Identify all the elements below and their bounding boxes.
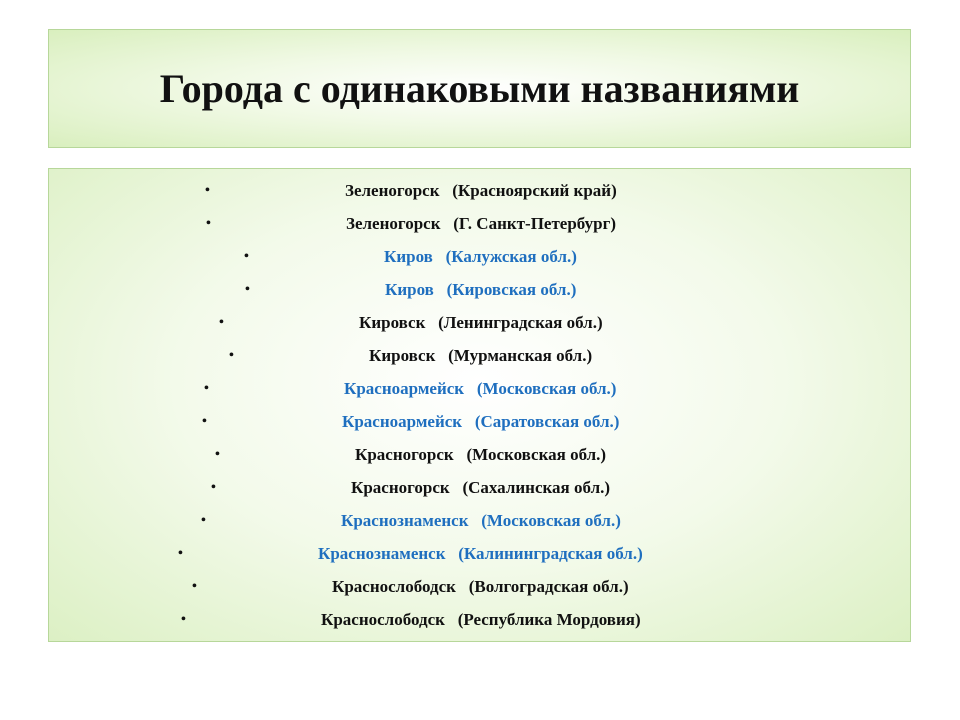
list-item [49,339,912,372]
region-name: (Московская обл.) [466,445,607,464]
city-name: Зеленогорск [346,214,441,233]
item-text [332,570,629,603]
region-name: (Московская обл.) [481,511,621,530]
region-name: (Кировская обл.) [446,280,577,299]
item-text [384,240,577,273]
region-name: (Ленинградская обл.) [438,313,603,332]
list-item [49,537,912,570]
bullet-icon: • [245,282,250,297]
title-panel [48,29,911,148]
region-name: (Мурманская обл.) [448,346,593,365]
city-name: Красногорск [355,445,454,464]
city-name: Краснознаменск [318,544,446,563]
region-name: (Саратовская обл.) [474,412,620,431]
list-item [49,273,912,306]
list-item [49,207,912,240]
item-text [342,405,619,438]
list-item [49,240,912,273]
region-name: (Калужская обл.) [445,247,577,266]
city-name: Краснослободск [321,610,445,629]
city-name: Краснослободск [332,577,456,596]
bullet-icon: • [215,447,220,462]
city-name: Киров [385,280,434,299]
item-text [355,438,606,471]
region-name: (Калининградская обл.) [458,544,643,563]
city-list [48,168,911,642]
bullet-icon: • [211,480,216,495]
city-name: Зеленогорск [345,181,440,200]
region-name: (Красноярский край) [452,181,617,200]
bullet-icon: • [219,315,224,330]
list-item [49,570,912,603]
bullet-icon: • [178,546,183,561]
list-item [49,471,912,504]
list-item [49,405,912,438]
bullet-icon: • [244,249,249,264]
bullet-icon: • [204,381,209,396]
city-name: Краснознаменск [341,511,469,530]
item-text [369,339,592,372]
city-name: Красноармейск [342,412,463,431]
item-text [318,537,643,570]
item-text [344,372,616,405]
bullet-icon: • [206,216,211,231]
city-name: Красногорск [351,478,450,497]
page-title: Города с одинаковыми названиями [159,66,800,111]
item-text [351,471,610,504]
list-item [49,372,912,405]
bullet-icon: • [202,414,207,429]
item-text [346,207,616,240]
item-text [345,174,617,207]
list-item [49,438,912,471]
bullet-icon: • [181,612,186,627]
city-name: Кировск [369,346,436,365]
region-name: (Г. Санкт-Петербург) [453,214,616,233]
item-text [341,504,621,537]
item-text [359,306,603,339]
bullet-icon: • [192,579,197,594]
city-name: Киров [384,247,433,266]
list-item [49,504,912,537]
list-item [49,174,912,207]
region-name: (Сахалинская обл.) [462,478,611,497]
list-item [49,306,912,339]
city-name: Красноармейск [344,379,465,398]
region-name: (Волгоградская обл.) [468,577,629,596]
city-name: Кировск [359,313,426,332]
list-item [49,603,912,636]
item-text [321,603,641,636]
bullet-icon: • [229,348,234,363]
bullet-icon: • [201,513,206,528]
item-text [385,273,576,306]
bullet-icon: • [205,183,210,198]
region-name: (Московская обл.) [476,379,617,398]
region-name: (Республика Мордовия) [457,610,641,629]
